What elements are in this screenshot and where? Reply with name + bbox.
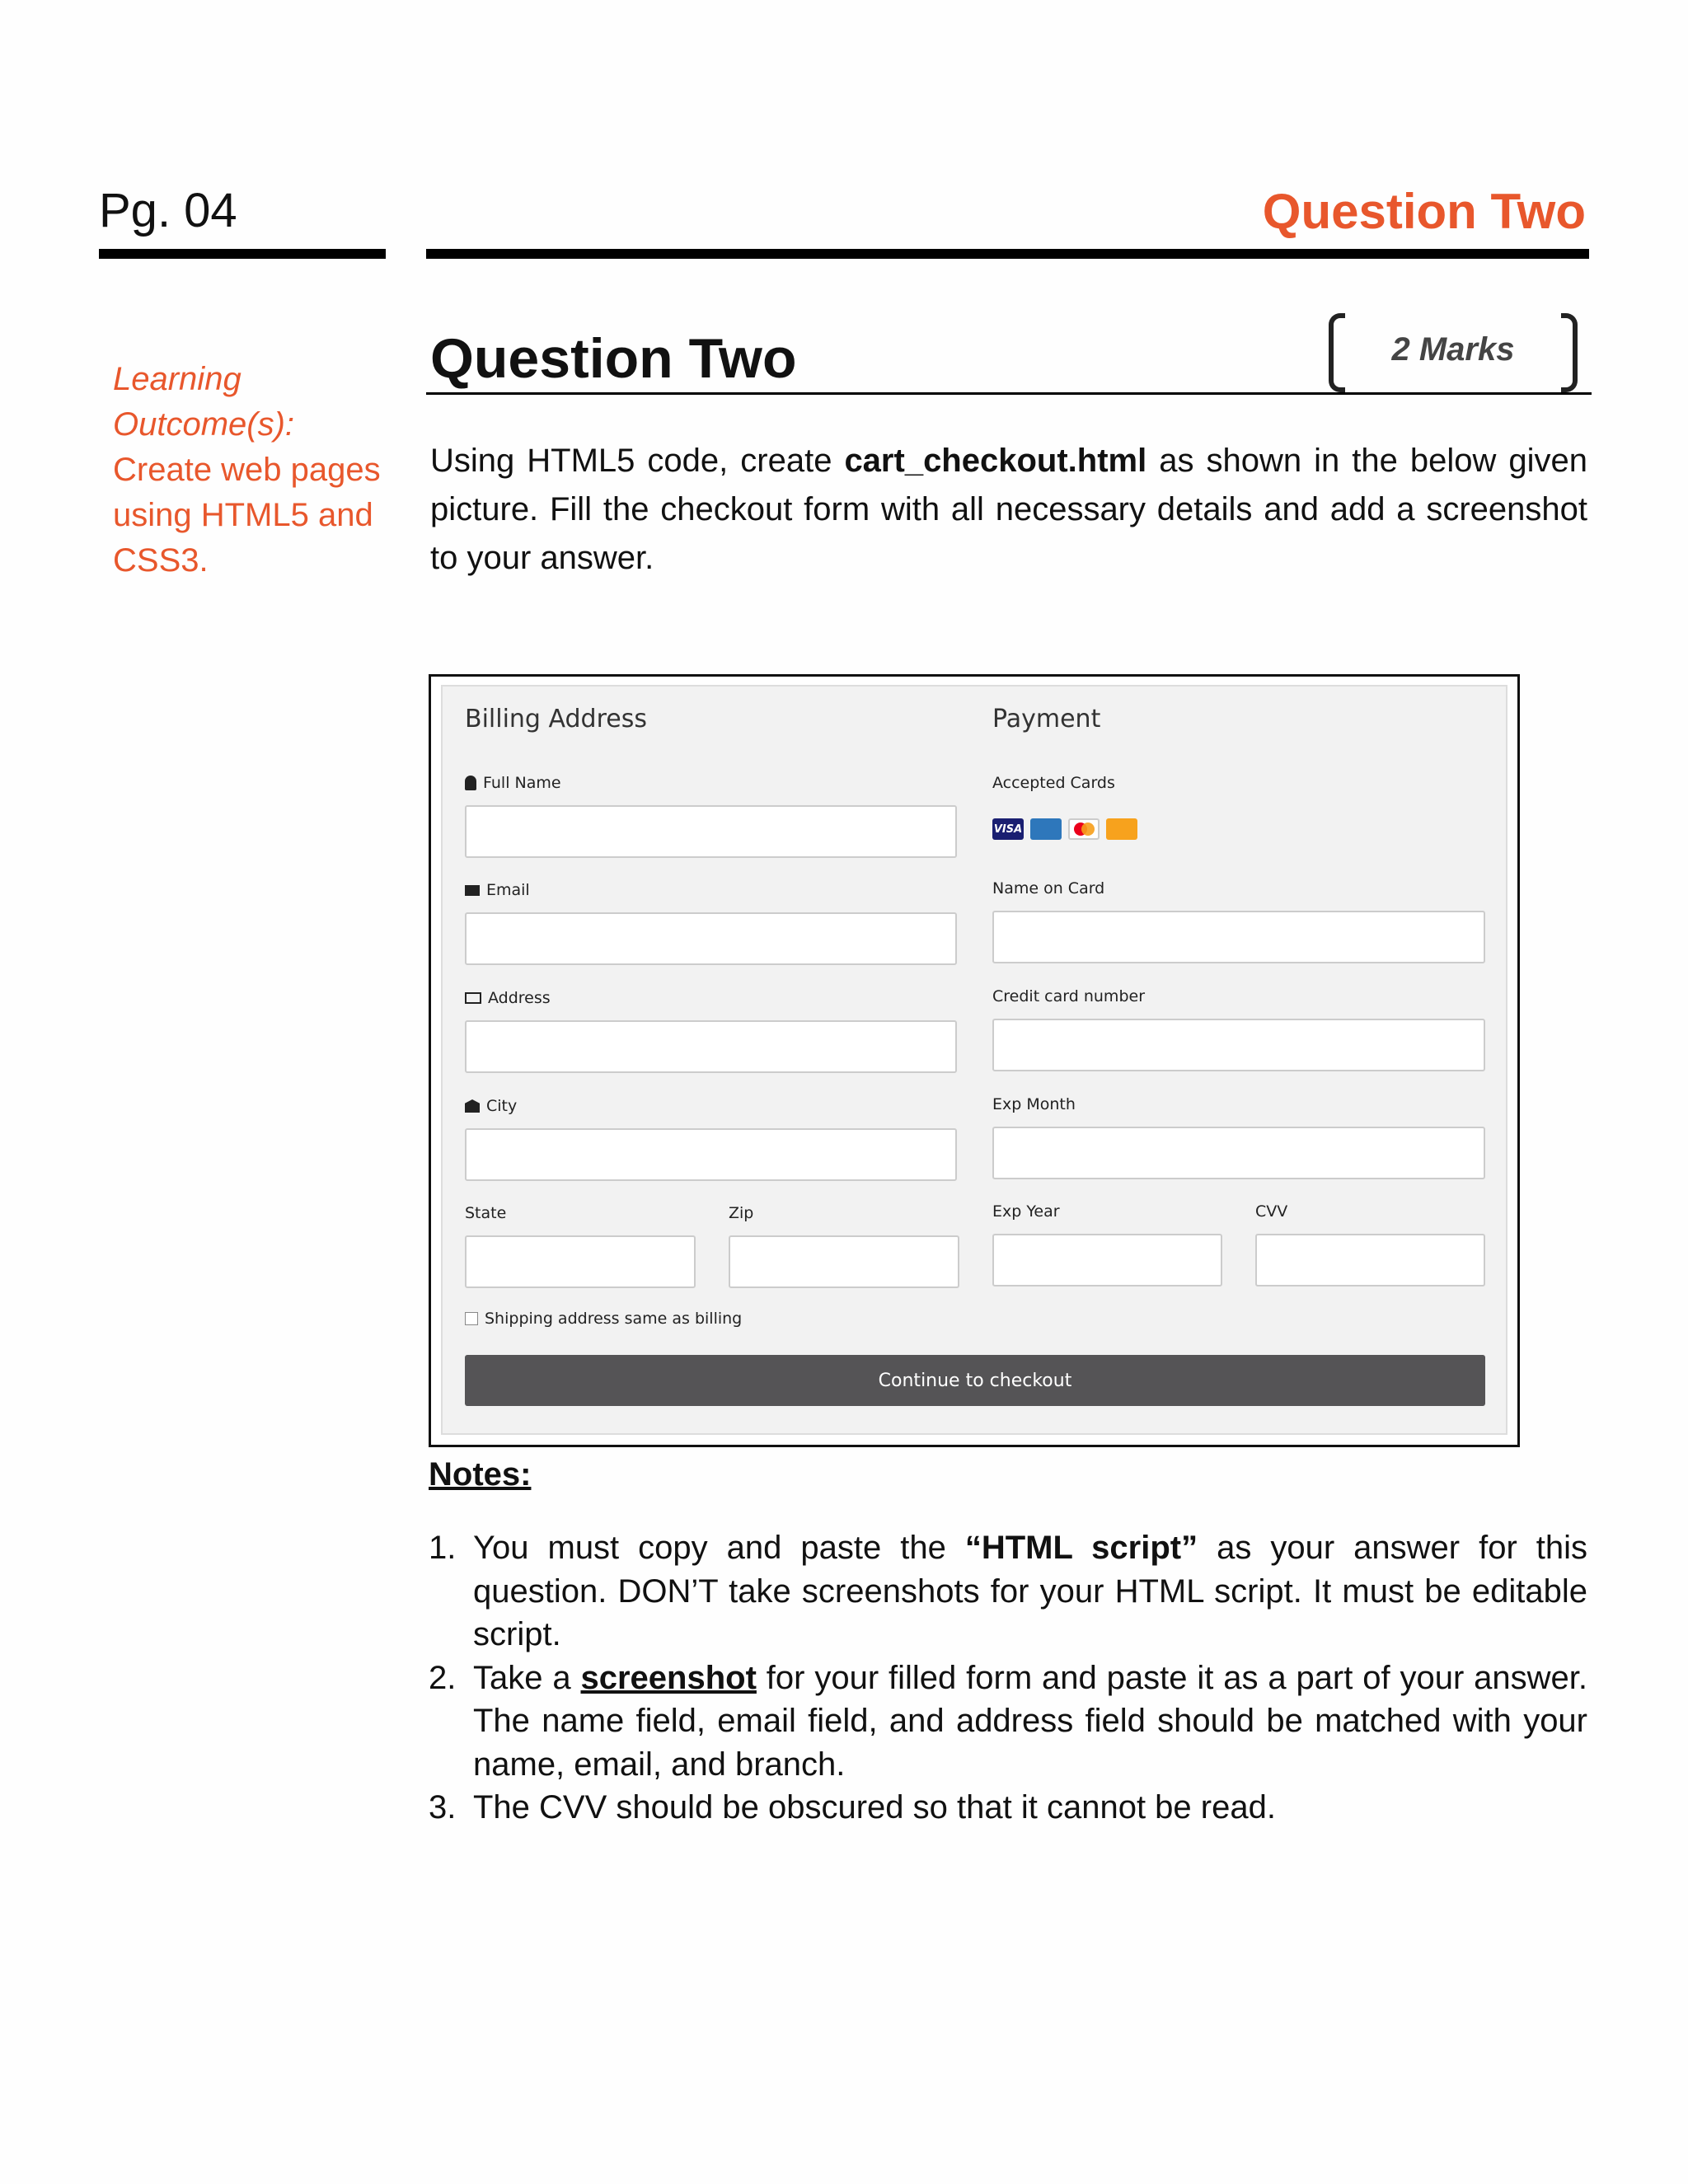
mastercard-icon — [1068, 818, 1100, 840]
marks-badge — [1329, 313, 1578, 389]
visa-card-icon: VISA — [992, 818, 1024, 840]
note-item — [429, 1526, 1587, 1657]
city-label-text: City — [486, 1097, 518, 1115]
exp-month-input[interactable] — [992, 1127, 1485, 1179]
exp-year-label — [992, 1202, 1060, 1221]
address-card-icon — [465, 992, 481, 1004]
note-number: 3. — [429, 1789, 457, 1825]
exp-month-label — [992, 1095, 1076, 1113]
section-rule — [426, 392, 1592, 395]
card-number-label-text: Credit card number — [992, 987, 1145, 1005]
name-on-card-input[interactable] — [992, 911, 1485, 963]
payment-heading: Payment — [992, 705, 1101, 733]
note-text: Take a — [473, 1659, 581, 1696]
name-on-card-label-text: Name on Card — [992, 879, 1105, 898]
continue-to-checkout-button[interactable]: Continue to checkout — [465, 1355, 1485, 1406]
full-name-label-text: Full Name — [483, 774, 561, 792]
note-number: 2. — [429, 1659, 457, 1696]
exp-year-label-text: Exp Year — [992, 1202, 1060, 1221]
section-title: Question Two — [430, 327, 797, 390]
zip-label — [729, 1204, 753, 1222]
cvv-label — [1255, 1202, 1287, 1221]
header-rule-right — [426, 249, 1589, 259]
cvv-label-text: CVV — [1255, 1202, 1288, 1221]
right-bracket-icon — [1561, 313, 1578, 392]
checkout-form-panel — [441, 685, 1507, 1435]
accepted-cards-icons — [992, 818, 1137, 840]
accepted-cards-label — [992, 774, 1115, 792]
exp-year-input[interactable] — [992, 1234, 1222, 1286]
note-text: as your answer for this question. DON’T take screenshots for your HTML script. It must be editable script. — [473, 1530, 1588, 1652]
email-label — [465, 881, 530, 899]
zip-input[interactable] — [729, 1235, 959, 1288]
note-emphasis: “HTML script” — [964, 1530, 1198, 1566]
learning-outcomes — [113, 357, 401, 583]
address-label — [465, 989, 551, 1007]
shipping-same-label: Shipping address same as billing — [485, 1310, 743, 1328]
note-item — [429, 1786, 1587, 1830]
notes-title: Notes: — [429, 1456, 532, 1493]
amex-card-icon — [1030, 818, 1062, 840]
notes-list — [429, 1526, 1587, 1830]
page-number: Pg. 04 — [99, 184, 237, 237]
city-label — [465, 1097, 517, 1115]
note-number: 1. — [429, 1530, 457, 1566]
header-title: Question Two — [1262, 184, 1586, 239]
email-label-text: Email — [486, 881, 530, 899]
intro-filename: cart_checkout.html — [844, 443, 1147, 479]
intro-paragraph — [430, 437, 1587, 583]
address-input[interactable] — [465, 1020, 957, 1073]
user-icon — [465, 776, 476, 790]
note-emphasis: screenshot — [580, 1659, 757, 1696]
marks-text: 2 Marks — [1391, 331, 1515, 368]
address-label-text: Address — [488, 989, 551, 1007]
checkout-form-figure — [429, 674, 1520, 1447]
billing-heading: Billing Address — [465, 705, 647, 733]
header-rule-left — [99, 249, 386, 259]
card-number-input[interactable] — [992, 1019, 1485, 1071]
note-item — [429, 1657, 1587, 1787]
note-text: You must copy and paste the — [473, 1530, 965, 1566]
learning-outcomes-text: Create web pages using HTML5 and CSS3. — [113, 452, 381, 579]
state-label — [465, 1204, 506, 1222]
learning-outcomes-title: Learning Outcome(s): — [113, 361, 295, 443]
full-name-label — [465, 774, 561, 792]
zip-label-text: Zip — [729, 1204, 754, 1222]
cvv-input[interactable] — [1255, 1234, 1485, 1286]
intro-text-after: as shown in the below given picture. Fill the checkout form with all necessary details and add a screenshot to your answer. — [430, 443, 1587, 576]
card-number-label — [992, 987, 1145, 1005]
exp-month-label-text: Exp Month — [992, 1095, 1076, 1113]
note-text: for your filled form and paste it as a part of your answer. The name field, email field, and address field should be matched with your name, email, and branch. — [473, 1659, 1587, 1783]
discover-card-icon — [1106, 818, 1137, 840]
envelope-icon — [465, 885, 480, 896]
accepted-cards-label-text: Accepted Cards — [992, 774, 1115, 792]
checkbox-box[interactable] — [465, 1312, 478, 1325]
institution-icon — [465, 1099, 480, 1113]
note-text: The CVV should be obscured so that it cannot be read. — [473, 1789, 1276, 1825]
state-input[interactable] — [465, 1235, 696, 1288]
state-label-text: State — [465, 1204, 507, 1222]
city-input[interactable] — [465, 1128, 957, 1181]
full-name-input[interactable] — [465, 805, 957, 858]
email-input[interactable] — [465, 912, 957, 965]
name-on-card-label — [992, 879, 1104, 898]
shipping-same-checkbox[interactable] — [465, 1310, 742, 1328]
intro-text-before: Using HTML5 code, create — [430, 443, 845, 479]
